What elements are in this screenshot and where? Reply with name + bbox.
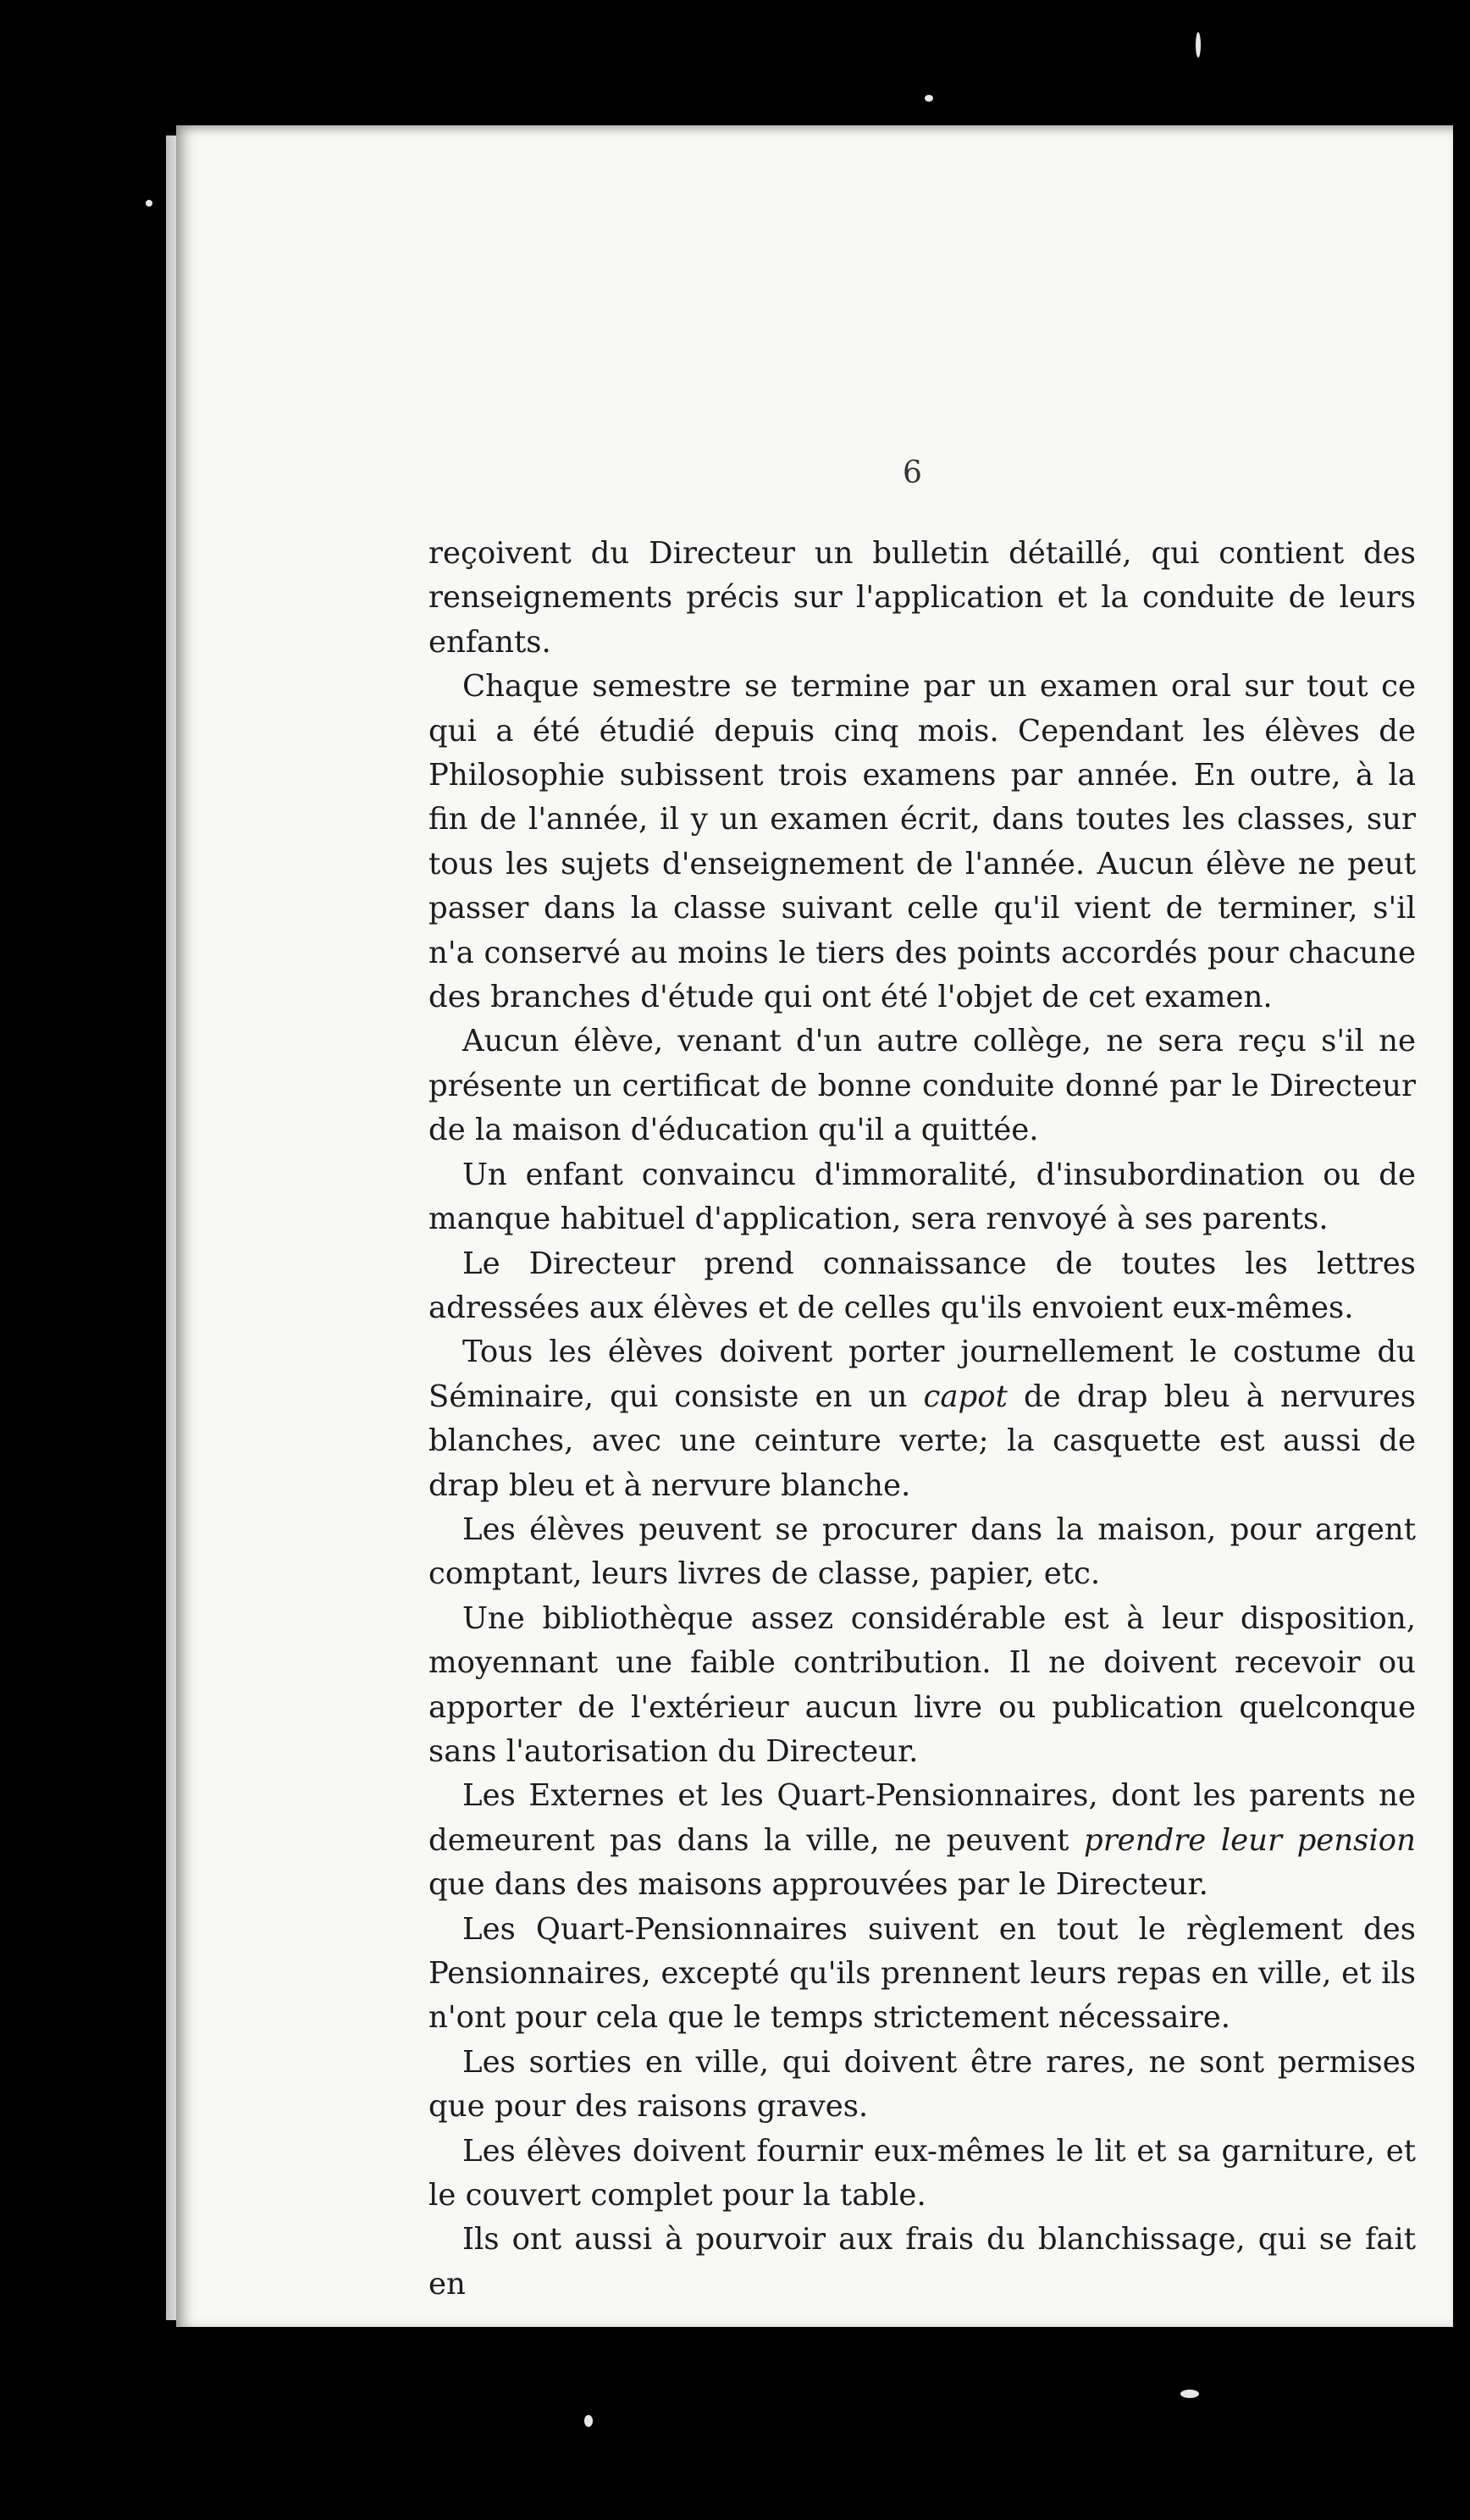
paragraph xyxy=(428,1508,1416,1597)
paragraph-text: Ils ont aussi à pourvoir aux frais du blanchissage, qui se fait en xyxy=(428,2222,1416,2302)
paragraph xyxy=(428,532,1416,665)
paragraph-text: Les élèves doivent fournir eux-mêmes le lit et sa garniture, et le couvert complet pour la table. xyxy=(428,2133,1416,2213)
italic-text: prendre leur pension xyxy=(1083,1822,1416,1858)
paragraph xyxy=(428,1908,1416,2041)
paragraph xyxy=(428,1597,1416,1775)
scan-speck xyxy=(146,200,152,207)
paragraph-text: Une bibliothèque assez considérable est à leur disposition, moyennant une faible contribution. Il ne doivent recevoir ou apporter de l'extérieur aucun livre ou publication quelconque sans l'autorisation du Directeur. xyxy=(428,1600,1416,1769)
paragraph-text: Tous les élèves doivent porter journellement le costume du Séminaire, qui consiste en un xyxy=(428,1335,1416,1414)
paragraph-text: Aucun élève, venant d'un autre collège, ne sera reçu s'il ne présente un certificat de bonne conduite donné par le Directeur de la maison d'éducation qu'il a quittée. xyxy=(428,1024,1416,1148)
paragraph-text: Le Directeur prend connaissance de toutes les lettres adressées aux élèves et de celles qu'ils envoient eux-mêmes. xyxy=(428,1246,1416,1325)
paragraph xyxy=(428,665,1416,1020)
paragraph xyxy=(428,2130,1416,2219)
paragraph xyxy=(428,1242,1416,1331)
scan-speck xyxy=(1180,2390,1199,2398)
paragraph xyxy=(428,1020,1416,1152)
paragraph xyxy=(428,2041,1416,2130)
paragraph-text: Les élèves peuvent se procurer dans la maison, pour argent comptant, leurs livres de classe, papier, etc. xyxy=(428,1511,1416,1592)
scan-speck xyxy=(1196,32,1201,58)
paragraph xyxy=(428,1774,1416,1907)
body-text xyxy=(428,532,1416,2307)
paragraph xyxy=(428,1330,1416,1508)
italic-text: capot xyxy=(923,1379,1008,1414)
page-number: 6 xyxy=(903,456,922,490)
paragraph-text: de drap bleu à nervures blanches, avec une ceinture verte; la casquette est aussi de drap bleu et à nervure blanche. xyxy=(428,1379,1416,1503)
paragraph xyxy=(428,2218,1416,2307)
scan-speck xyxy=(925,95,933,102)
paragraph-text: Les Quart-Pensionnaires suivent en tout le règlement des Pensionnaires, excepté qu'ils prennent leurs repas en ville, et ils n'ont pour cela que le temps strictement nécessaire. xyxy=(428,1911,1416,2036)
paragraph-text: Chaque semestre se termine par un examen oral sur tout ce qui a été étudié depuis cinq mois. Cependant les élèves de Philosophie subissent trois examens par année. En outre, à la fin de l'année, il y un examen écrit, dans toutes les classes, sur tous les sujets d'enseignement de l'année. Aucun élève ne peut passer dans la classe suivant celle qu'il vient de terminer, s'il n'a conservé au moins le tiers des points accordés pour chacune des branches d'étude qui ont été l'objet de cet examen. xyxy=(428,669,1416,1015)
paragraph-text: Les Externes et les Quart-Pensionnaires, dont les parents ne demeurent pas dans la ville, ne peuvent xyxy=(428,1778,1416,1858)
paragraph xyxy=(428,1153,1416,1242)
scan-speck xyxy=(584,2415,593,2427)
paragraph-text: Les sorties en ville, qui doivent être rares, ne sont permises que pour des raisons graves. xyxy=(428,2044,1416,2125)
paragraph-text: Un enfant convaincu d'immoralité, d'insubordination ou de manque habituel d'application, sera renvoyé à ses parents. xyxy=(428,1157,1416,1237)
paragraph-text: reçoivent du Directeur un bulletin détaillé, qui contient des renseignements précis sur l'application et la conduite de leurs enfants. xyxy=(428,536,1416,660)
paragraph-text: que dans des maisons approuvées par le Directeur. xyxy=(428,1867,1208,1903)
